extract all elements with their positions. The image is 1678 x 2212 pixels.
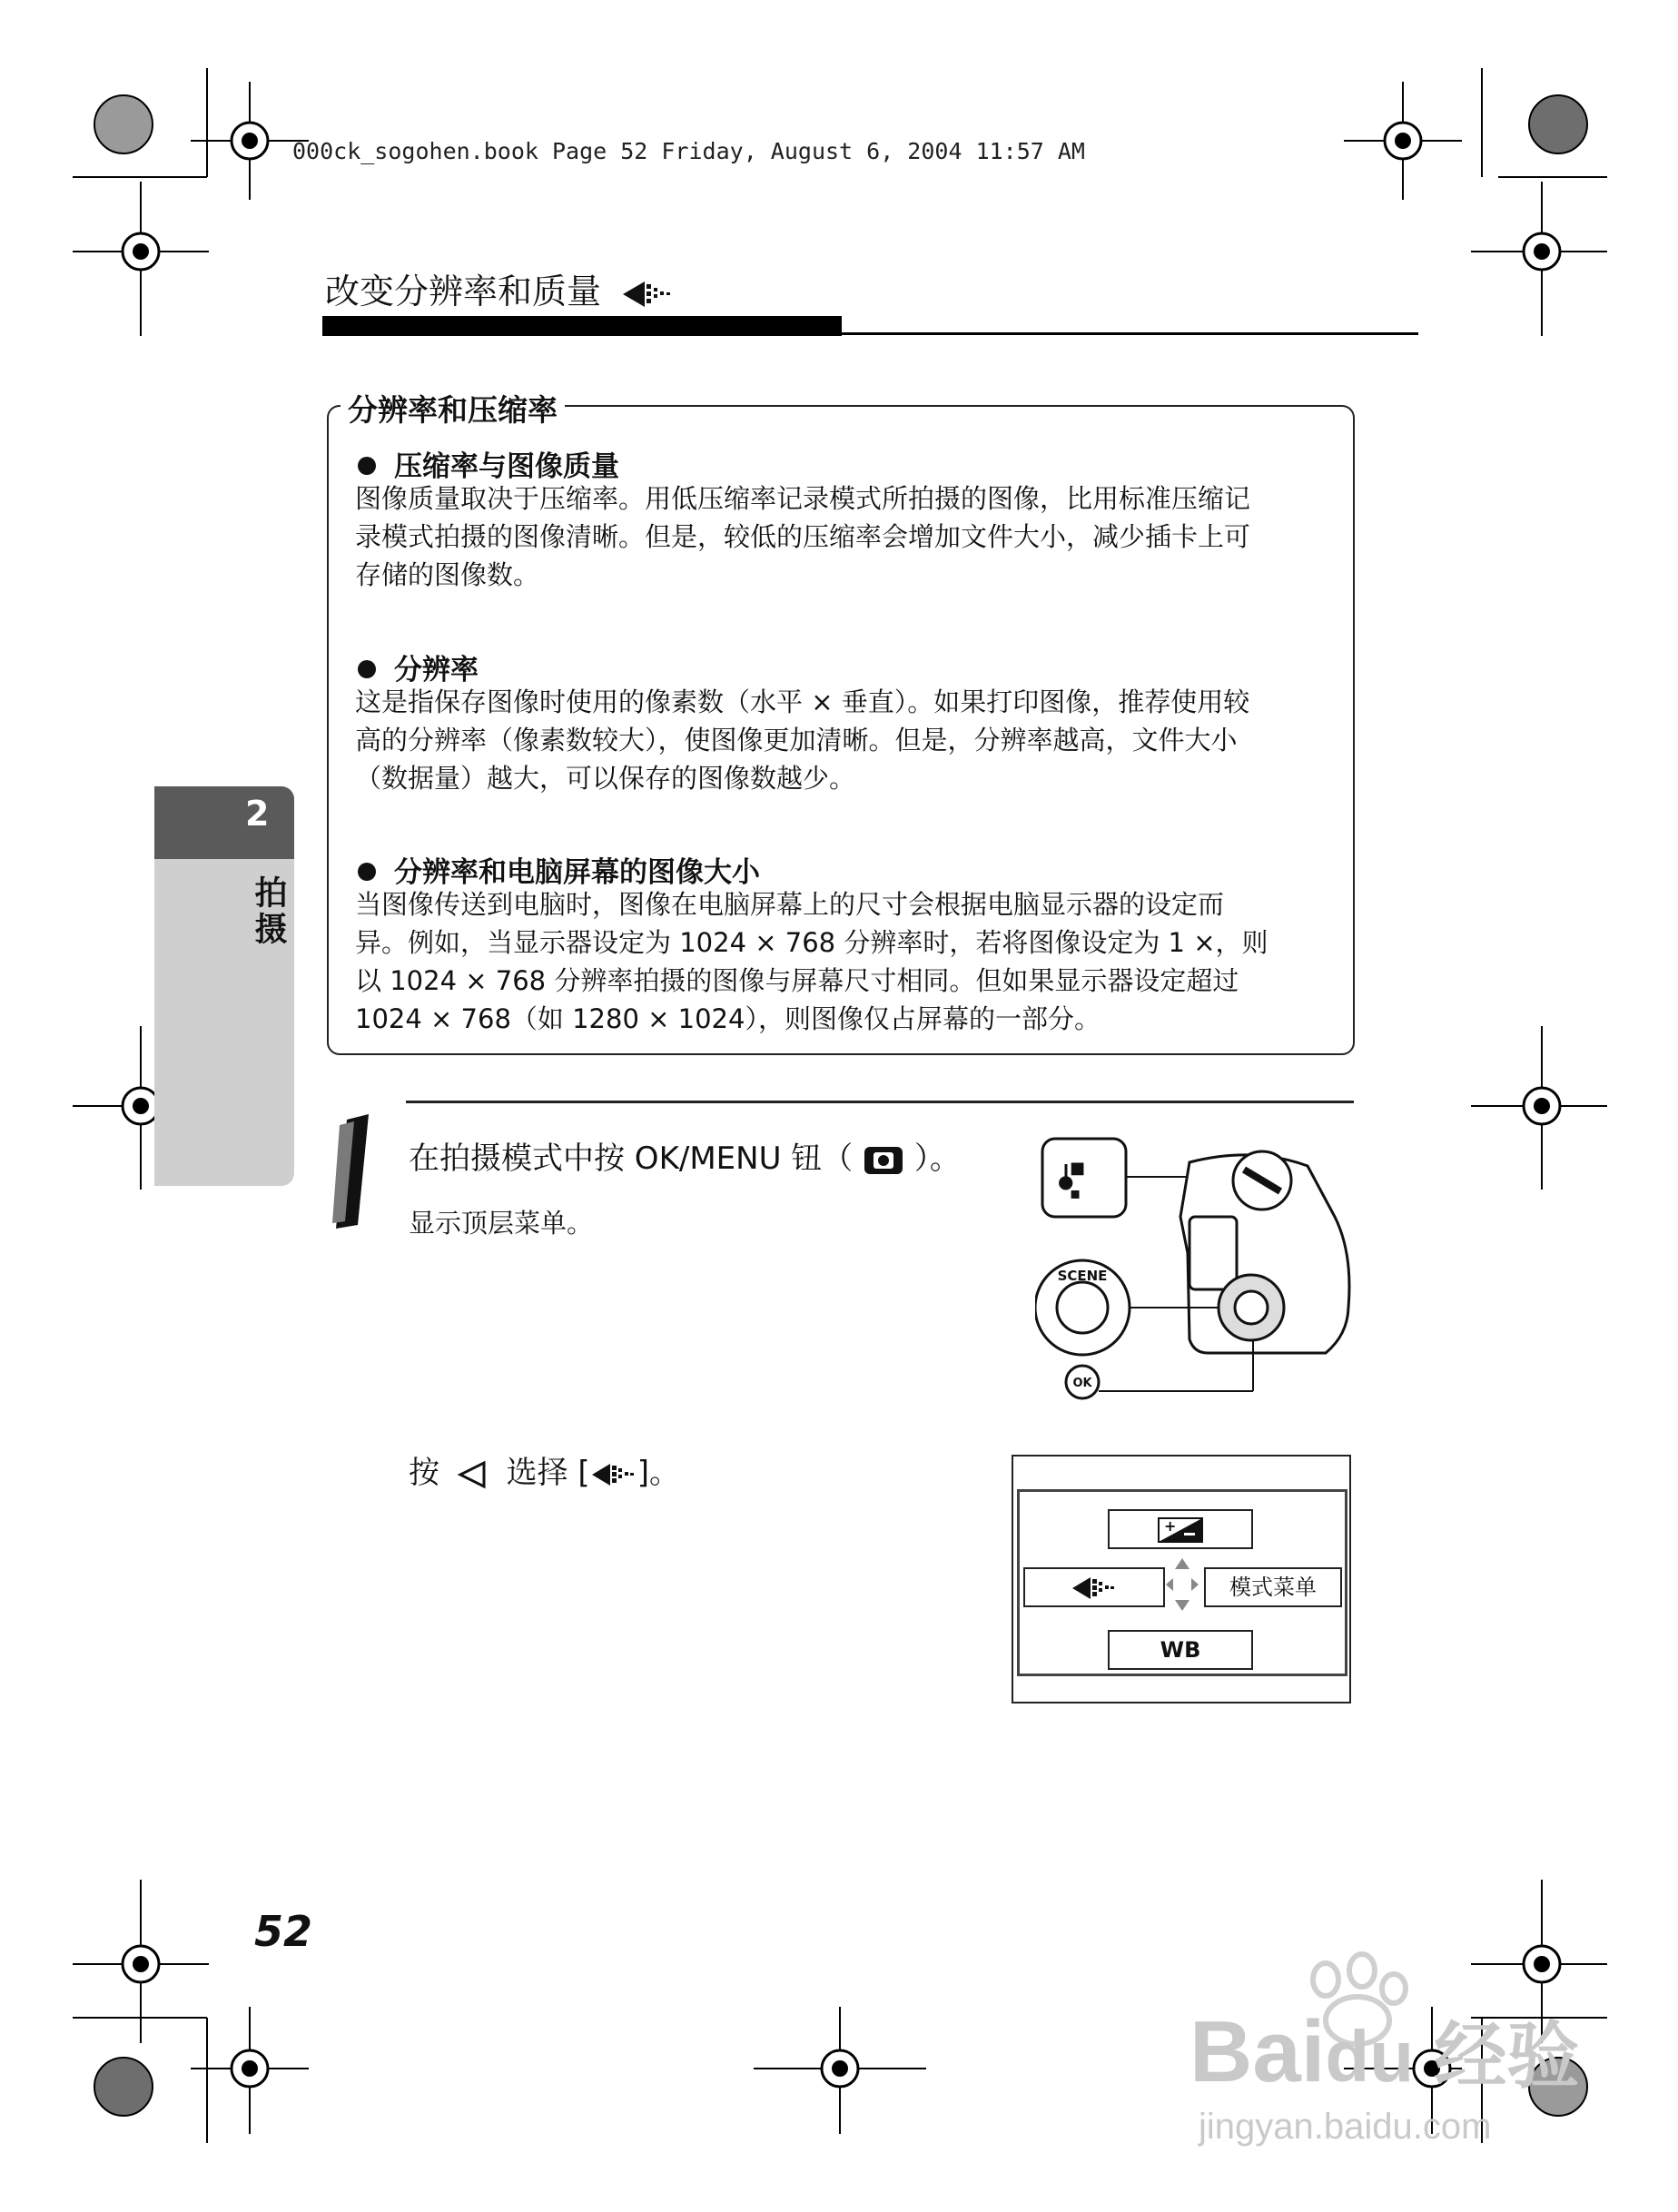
print-header: 000ck_sogohen.book Page 52 Friday, August 6, 2004 11:57 AM <box>292 138 1085 164</box>
page-title-text: 改变分辨率和质量 <box>325 272 602 311</box>
left-arrow-icon <box>457 1459 489 1490</box>
section-title-compression: 压缩率与图像质量 <box>358 443 619 484</box>
menu-right-button[interactable]: 模式菜单 <box>1204 1567 1342 1607</box>
section-title-screen-size: 分辨率和电脑屏幕的图像大小 <box>358 849 760 890</box>
scene-label: SCENE <box>1057 1268 1108 1284</box>
bullet-icon <box>358 660 376 678</box>
camera-icon <box>863 1145 904 1176</box>
page-title <box>325 263 676 313</box>
title-rule-thin <box>842 332 1418 335</box>
svg-text:+: + <box>1164 1517 1177 1535</box>
title-rule-thick <box>322 316 842 336</box>
step-instruction-2: 按 选择 [ ]。 <box>409 1455 680 1491</box>
watermark-brand: Baidu 经验 <box>1189 2003 1580 2100</box>
quality-icon <box>621 279 676 310</box>
arrow-pad-icon <box>1164 1556 1200 1613</box>
step-rule <box>406 1101 1354 1103</box>
quality-icon <box>1071 1575 1118 1602</box>
menu-left-button[interactable] <box>1023 1567 1165 1607</box>
quality-icon <box>590 1461 637 1488</box>
section-title-resolution: 分辨率 <box>358 647 479 687</box>
step-sub-1: 显示顶层菜单。 <box>409 1208 594 1239</box>
svg-text:■: ■ <box>1070 1159 1086 1178</box>
chapter-tab-header <box>154 786 294 859</box>
camera-illustration <box>1035 1126 1362 1417</box>
section-text-resolution: 这是指保存图像时使用的像素数（水平 × 垂直）。如果打印图像，推荐使用较 高的分辨率（像素数较大），使图像更加清晰。但是，分辨率越高，文件大小 （数据量）越大，可以保存的图像数越少。 <box>355 686 1250 794</box>
svg-text:▪: ▪ <box>1070 1184 1081 1203</box>
section-text-compression: 图像质量取决于压缩率。用低压缩率记录模式所拍摄的图像，比用标准压缩记 录模式拍摄的图像清晰。但是，较低的压缩率会增加文件大小，减少插卡上可 存储的图像数。 <box>355 483 1251 590</box>
bullet-icon <box>358 863 376 881</box>
chapter-label: 拍摄 <box>250 875 287 948</box>
chapter-number: 2 <box>245 794 270 834</box>
exposure-compensation-icon <box>1157 1516 1204 1544</box>
section-text-screen-size: 当图像传送到电脑时，图像在电脑屏幕上的尺寸会根据电脑显示器的设定而 异。例如，当显示器设定为 1024 × 768 分辨率时，若将图像设定为 1 ×，则 以 1024 × 768 分辨率拍摄的图像与屏幕尺寸相同。但如果显示器设定超过 1024 × 768（如 1280 × 1024），则图像仅占屏幕的一部分。 <box>355 889 1268 1034</box>
watermark-url: jingyan.baidu.com <box>1199 2107 1492 2147</box>
menu-top-button[interactable] <box>1108 1509 1253 1549</box>
menu-bottom-button[interactable]: WB <box>1108 1630 1253 1670</box>
bullet-icon <box>358 457 376 475</box>
step-instruction-1: 在拍摄模式中按 OK/MENU 钮（ ）。 <box>409 1141 961 1177</box>
info-box-title: 分辨率和压缩率 <box>341 387 565 430</box>
step-number <box>327 1112 372 1230</box>
page-number: 52 <box>254 1907 313 1956</box>
svg-text:●: ● <box>1058 1170 1074 1192</box>
ok-label: OK <box>1072 1377 1092 1390</box>
